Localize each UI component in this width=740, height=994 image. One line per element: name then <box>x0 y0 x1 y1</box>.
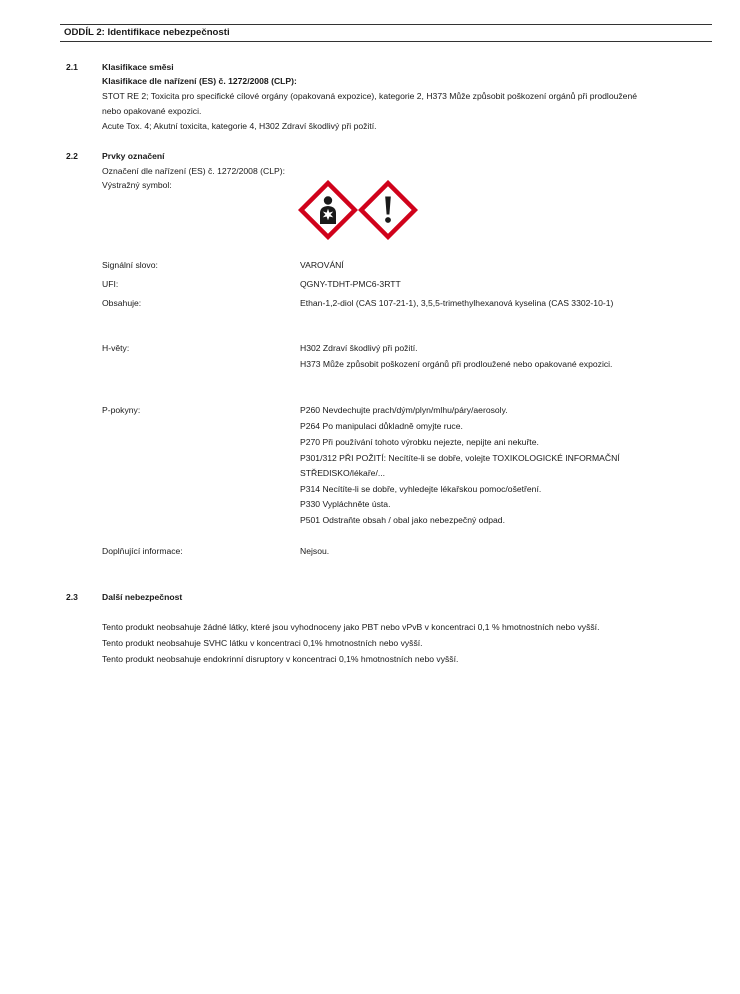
contains-label: Obsahuje: <box>102 298 142 308</box>
header-rule-bottom <box>60 41 712 42</box>
p-statement: P301/312 PŘI POŽITÍ: Necítíte-li se dobře, volejte TOXIKOLOGICKÉ INFORMAČNÍ <box>300 453 620 463</box>
signal-word-label: Signální slovo: <box>102 260 158 270</box>
section-number-2-2: 2.2 <box>66 151 78 161</box>
section-title-2-2: Prvky označení <box>102 151 165 161</box>
classification-line: STOT RE 2; Toxicita pro specifické cílové orgány (opakovaná expozice), kategorie 2, H373 Může způsobit poškození orgánů při prodloužené <box>102 91 638 101</box>
section-title-2-3: Další nebezpečnost <box>102 592 183 602</box>
signal-word-value: VAROVÁNÍ <box>300 260 344 270</box>
p-statement: P501 Odstraňte obsah / obal jako nebezpečný odpad. <box>300 515 505 525</box>
h-statement: H373 Může způsobit poškození orgánů při prodloužené nebo opakované expozici. <box>300 359 613 369</box>
p-statement: P270 Při používání tohoto výrobku nejezte, nepijte ani nekuřte. <box>300 437 539 447</box>
contains-value: Ethan-1,2-diol (CAS 107-21-1), 3,5,5-trimethylhexanová kyselina (CAS 3302-10-1) <box>300 298 614 308</box>
section-title-2-1: Klasifikace směsi <box>102 62 174 72</box>
additional-info-value: Nejsou. <box>300 546 330 556</box>
labelling-line: Označení dle nařízení (ES) č. 1272/2008 (CLP): <box>102 166 285 176</box>
p-statements-label: P-pokyny: <box>102 405 141 415</box>
symbol-label: Výstražný symbol: <box>102 180 172 190</box>
ufi-value: QGNY-TDHT-PMC6-3RTT <box>300 279 401 289</box>
h-statement: H302 Zdraví škodlivý při požití. <box>300 343 418 353</box>
section-number-2-3: 2.3 <box>66 592 78 602</box>
section-number-2-1: 2.1 <box>66 62 78 72</box>
p-statement: P264 Po manipulaci důkladně omyjte ruce. <box>300 421 463 431</box>
ufi-label: UFI: <box>102 279 119 289</box>
other-hazard-line: Tento produkt neobsahuje endokrinní disruptory v koncentraci 0,1% hmotnostních nebo vyšší. <box>102 654 459 664</box>
header-rule-top <box>60 24 712 25</box>
h-statements-label: H-věty: <box>102 343 130 353</box>
p-statement: P260 Nevdechujte prach/dým/plyn/mlhu/páry/aerosoly. <box>300 405 508 415</box>
section-header: ODDÍL 2: Identifikace nebezpečnosti <box>64 27 230 38</box>
classification-line: nebo opakované expozici. <box>102 106 202 116</box>
other-hazard-line: Tento produkt neobsahuje žádné látky, které jsou vyhodnoceny jako PBT nebo vPvB v koncentraci 0,1 % hmotnostních nebo vyšší. <box>102 622 600 632</box>
classification-subtitle: Klasifikace dle nařízení (ES) č. 1272/2008 (CLP): <box>102 76 297 86</box>
p-statement: P330 Vypláchněte ústa. <box>300 499 391 509</box>
exclamation-mark-pictogram <box>358 180 418 240</box>
p-statement: P314 Necítíte-li se dobře, vyhledejte lékařskou pomoc/ošetření. <box>300 484 542 494</box>
health-hazard-pictogram <box>298 180 358 240</box>
other-hazard-line: Tento produkt neobsahuje SVHC látku v koncentraci 0,1% hmotnostních nebo vyšší. <box>102 638 423 648</box>
additional-info-label: Doplňující informace: <box>102 546 183 556</box>
p-statement: STŘEDISKO/lékaře/... <box>300 468 386 478</box>
classification-line: Acute Tox. 4; Akutní toxicita, kategorie 4, H302 Zdraví škodlivý při požití. <box>102 121 377 131</box>
